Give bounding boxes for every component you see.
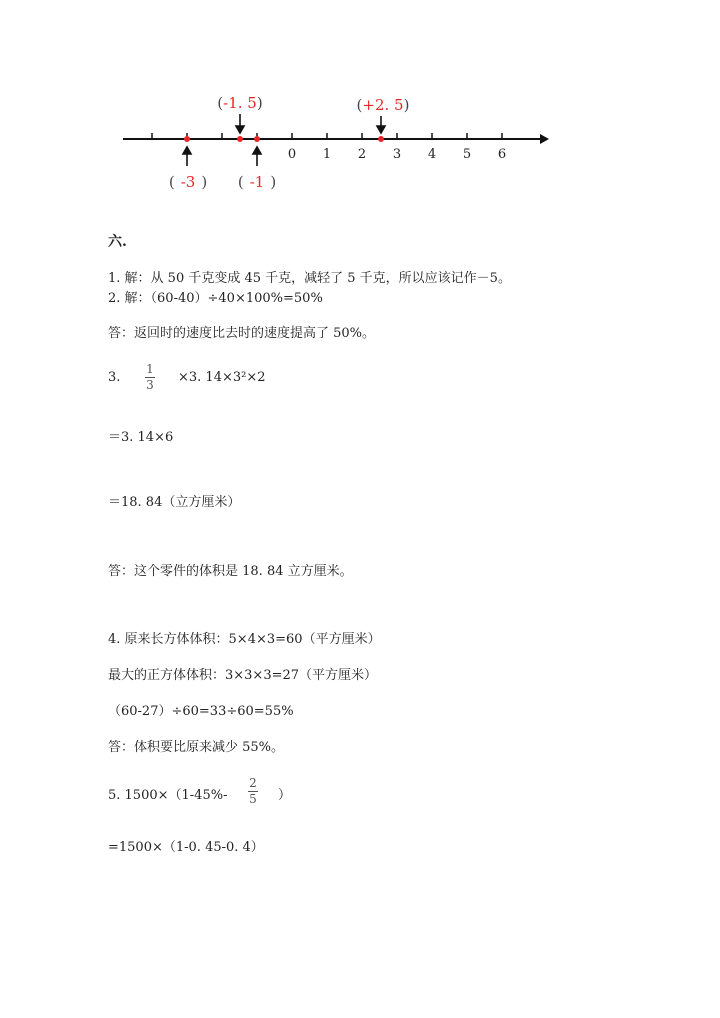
numerator: 1: [146, 362, 154, 376]
arrow-down-icon: [236, 126, 244, 133]
tick-label: 6: [497, 147, 507, 162]
answer-line: （60-27）÷60=33÷60=55%: [108, 704, 294, 719]
answer-line: 最大的正方体体积：3×3×3=27（平方厘米）: [108, 668, 378, 683]
number-line-figure: [0, 0, 720, 200]
tick-label: 1: [322, 147, 332, 162]
answer-line: ＝18. 84（立方厘米）: [108, 495, 241, 510]
point-marker: [237, 136, 243, 142]
tick-label: 0: [287, 147, 297, 162]
answer-line-prefix: 3.: [108, 370, 121, 385]
label-minus-1-5: (-1. 5): [217, 94, 263, 112]
arrow-up-icon: [253, 147, 261, 154]
tick-label: 2: [357, 147, 367, 162]
denominator: 5: [249, 792, 257, 806]
arrow-down-icon: [377, 126, 385, 133]
label-plus-2-5: (+2. 5): [356, 96, 410, 114]
denominator: 3: [146, 378, 154, 392]
answer-line-suffix: ）: [278, 788, 292, 803]
label-minus-3: ( -3 ): [168, 173, 208, 191]
answer-line: 答：返回时的速度比去时的速度提高了 50%。: [108, 326, 376, 341]
point-marker: [378, 136, 384, 142]
answer-line: ×3. 14×3²×2: [178, 370, 266, 385]
answer-line: 答：体积要比原来减少 55%。: [108, 740, 285, 755]
fraction-two-fifths: [243, 777, 263, 806]
answer-line: 答：这个零件的体积是 18. 84 立方厘米。: [108, 564, 353, 579]
arrow-up-icon: [183, 147, 191, 154]
point-marker: [254, 136, 260, 142]
section-title: 六.: [108, 234, 127, 250]
answer-line: 2. 解：（60-40）÷40×100%=50%: [108, 291, 323, 306]
label-minus-1: ( -1 ): [237, 173, 277, 191]
tick-label: 4: [427, 147, 437, 162]
answer-line: =1500×（1-0. 45-0. 4）: [108, 840, 264, 855]
axis-arrow-icon: [540, 134, 549, 144]
point-marker: [184, 136, 190, 142]
tick-label: 5: [462, 147, 472, 162]
answer-line: 1. 解：从 50 千克变成 45 千克，减轻了 5 千克，所以应该记作－5。: [108, 271, 511, 286]
answer-line: 4. 原来长方体体积：5×4×3=60（平方厘米）: [108, 632, 381, 647]
answer-line-prefix: 5. 1500×（1-45%-: [108, 788, 228, 803]
tick-label: 3: [392, 147, 402, 162]
fraction-one-third: [140, 363, 160, 392]
answer-line: ＝3. 14×6: [108, 430, 174, 445]
numerator: 2: [249, 776, 257, 790]
